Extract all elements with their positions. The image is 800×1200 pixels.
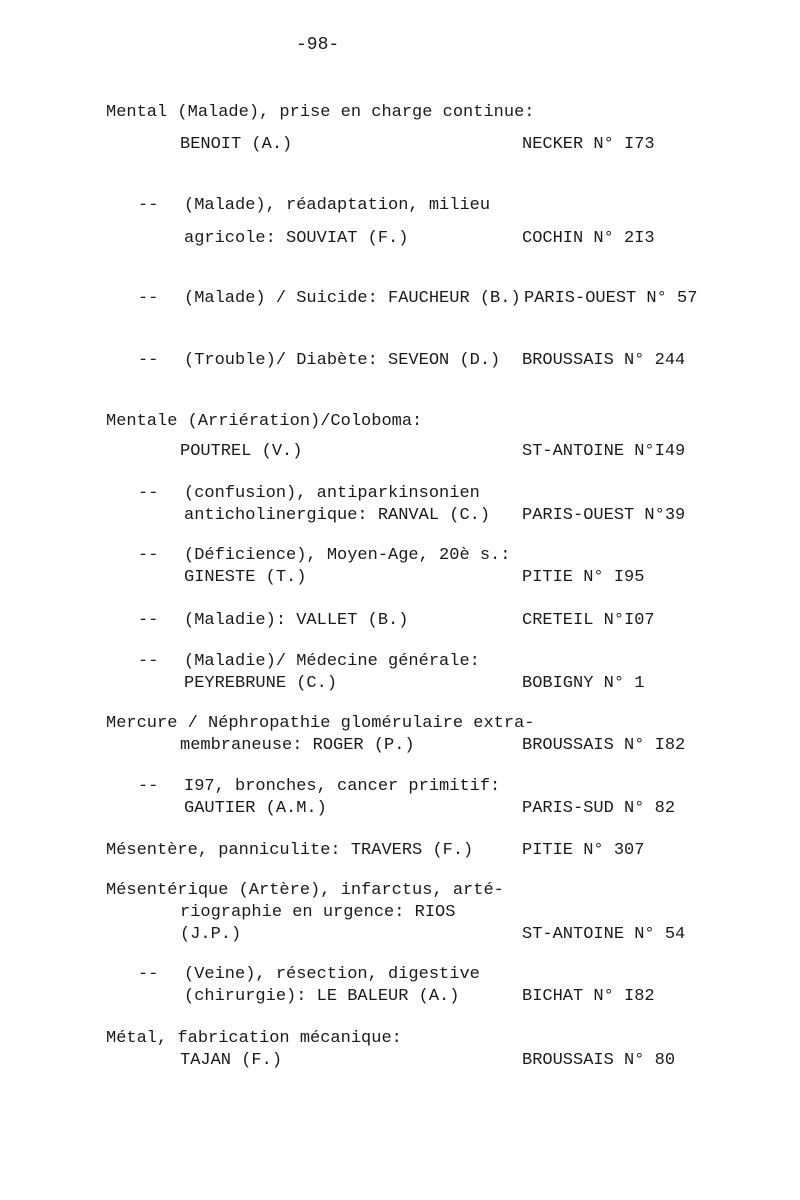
entry-text-line: (Malade) / Suicide: FAUCHEUR (B.) xyxy=(184,289,521,308)
entry-text-line: Métal, fabrication mécanique: xyxy=(106,1029,402,1048)
entry-text-line: (Malade), réadaptation, milieu xyxy=(184,196,491,215)
entry-text-line: (Déficience), Moyen-Age, 20è s.: xyxy=(184,546,511,565)
entry-reference: BICHAT N° I82 xyxy=(522,987,655,1006)
entry-dash: -- xyxy=(138,289,159,308)
entry-text-line: (Maladie)/ Médecine générale: xyxy=(184,652,480,671)
entry-text-line: membraneuse: ROGER (P.) xyxy=(180,736,415,755)
entry-reference: ST-ANTOINE N°I49 xyxy=(522,442,686,461)
entry-text-line: riographie en urgence: RIOS xyxy=(180,903,456,922)
entry-text-line: (confusion), antiparkinsonien xyxy=(184,484,480,503)
entry-reference: PARIS-OUEST N° 57 xyxy=(524,289,698,308)
entry-reference: PITIE N° 307 xyxy=(522,841,645,860)
entry-reference: COCHIN N° 2I3 xyxy=(522,229,655,248)
entry-text-line: Mental (Malade), prise en charge continue: xyxy=(106,103,535,122)
entry-reference: CRETEIL N°I07 xyxy=(522,611,655,630)
entry-reference: PARIS-OUEST N°39 xyxy=(522,506,686,525)
entry-text-line: Mésentère, panniculite: TRAVERS (F.) xyxy=(106,841,474,860)
entry-text-line: (Trouble)/ Diabète: SEVEON (D.) xyxy=(184,351,501,370)
entry-reference: PITIE N° I95 xyxy=(522,568,645,587)
entry-text-line: anticholinergique: RANVAL (C.) xyxy=(184,506,491,525)
entry-reference: NECKER N° I73 xyxy=(522,135,655,154)
entry-text-line: (chirurgie): LE BALEUR (A.) xyxy=(184,987,460,1006)
entry-text-line: Mercure / Néphropathie glomérulaire extra- xyxy=(106,714,535,733)
entry-dash: -- xyxy=(138,484,159,503)
entry-reference: BROUSSAIS N° 80 xyxy=(522,1051,676,1070)
entry-dash: -- xyxy=(138,965,159,984)
entry-text-line: GINESTE (T.) xyxy=(184,568,307,587)
entry-text-line: GAUTIER (A.M.) xyxy=(184,799,327,818)
entry-text-line: Mésentérique (Artère), infarctus, arté- xyxy=(106,881,504,900)
entry-reference: PARIS-SUD N° 82 xyxy=(522,799,676,818)
entry-reference: BROUSSAIS N° I82 xyxy=(522,736,686,755)
entry-text-line: POUTREL (V.) xyxy=(180,442,303,461)
entry-dash: -- xyxy=(138,546,159,565)
entry-dash: -- xyxy=(138,652,159,671)
entry-text-line: (Maladie): VALLET (B.) xyxy=(184,611,409,630)
page-number: -98- xyxy=(296,35,340,55)
entry-dash: -- xyxy=(138,777,159,796)
entry-text-line: Mentale (Arriération)/Coloboma: xyxy=(106,412,423,431)
entry-reference: ST-ANTOINE N° 54 xyxy=(522,925,686,944)
entry-text-line: PEYREBRUNE (C.) xyxy=(184,674,338,693)
entry-text-line: (J.P.) xyxy=(180,925,242,944)
entry-text-line: TAJAN (F.) xyxy=(180,1051,283,1070)
entry-reference: BOBIGNY N° 1 xyxy=(522,674,645,693)
entry-dash: -- xyxy=(138,611,159,630)
entry-text-line: agricole: SOUVIAT (F.) xyxy=(184,229,409,248)
entry-dash: -- xyxy=(138,196,159,215)
entry-text-line: (Veine), résection, digestive xyxy=(184,965,480,984)
entry-dash: -- xyxy=(138,351,159,370)
entry-reference: BROUSSAIS N° 244 xyxy=(522,351,686,370)
entry-text-line: I97, bronches, cancer primitif: xyxy=(184,777,501,796)
entry-text-line: BENOIT (A.) xyxy=(180,135,293,154)
